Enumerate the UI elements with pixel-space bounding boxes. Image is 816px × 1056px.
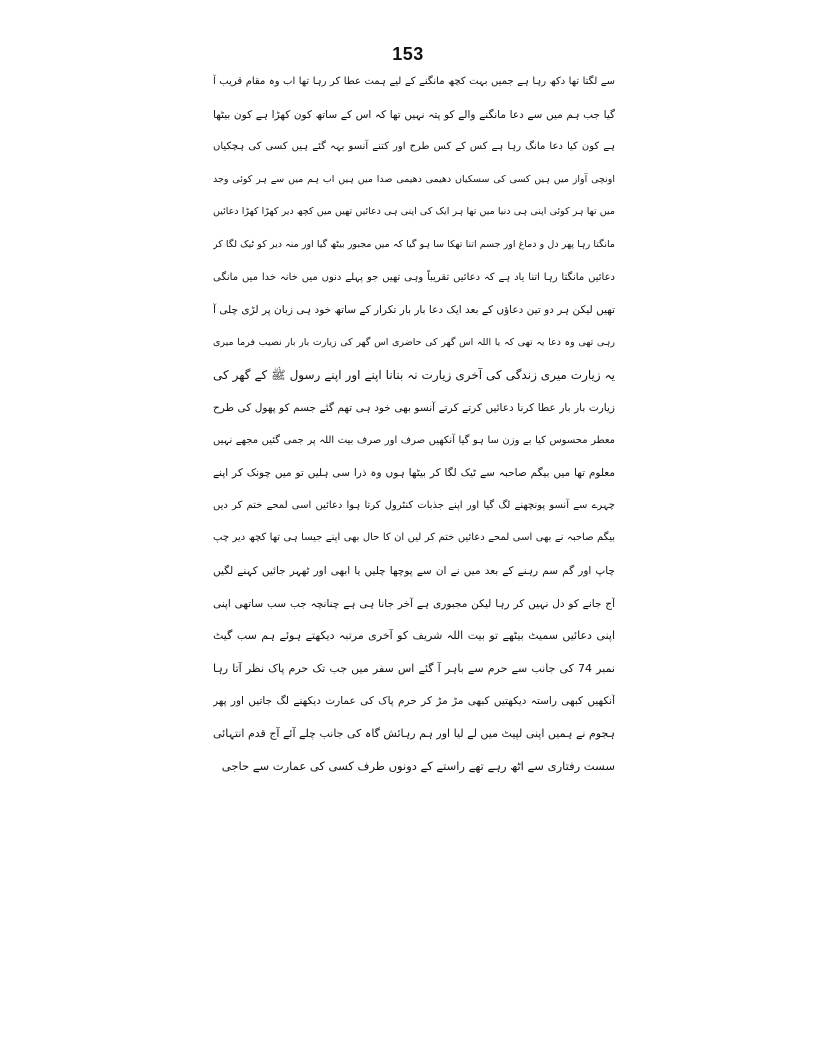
- text-line: رہی تھی وہ دعا یہ تھی کہ یا اللہ اس گھر کی حاضری اس گھر کی زیارت بار بار نصیب فرما میری: [213, 336, 615, 348]
- text-line: سے لگتا تھا دکھ رہا ہے جمیں بہت کچھ مانگنے کے لیے ہمت عطا کر رہا تھا اب وہ مقام قریب آ: [213, 76, 615, 87]
- text-line: نمبر 74 کی جانب سے حرم سے باہر آ گئے اس سفر میں جب تک حرم پاک نظر آتا رہا: [213, 661, 615, 675]
- text-line: ہے کون کیا دعا مانگ رہا ہے کس کے کس طرح اور کتنے آنسو بہہ گئے ہیں کسی کی ہچکیاں: [213, 141, 615, 153]
- text-line: بیگم صاحبہ نے بھی اسی لمحے دعائیں ختم کر لیں ان کا حال بھی اپنے جیسا ہی تھا کچھ دیر چپ: [213, 532, 615, 544]
- text-line: گیا جب ہم میں سے دعا مانگنے والے کو پتہ نہیں تھا کہ اس کے ساتھ کون کھڑا ہے کون بیٹھا: [213, 108, 615, 121]
- text-line: چاپ اور گم سم رہنے کے بعد میں نے ان سے پوچھا چلیں یا ابھی اور ٹھہر جائیں کہنے لگیں: [213, 564, 615, 577]
- text-line: زیارت بار بار عطا کرنا دعائیں کرتے کرتے آنسو بھی خود ہی تھم گئے جسم کو پھول کی طرح: [213, 401, 615, 414]
- text-line: میں تھا ہر کوئی اپنی ہی دنیا میں تھا ہر ایک کی اپنی ہی دعائیں تھیں میں کچھ دیر کھڑا کھڑا دعائیں: [213, 206, 615, 218]
- text-line: ہجوم نے ہمیں اپنی لپیٹ میں لے لیا اور ہم رہائش گاہ کی جانب چلے آئے آج قدم انتہائی: [213, 726, 615, 740]
- page-body-text: [213, 66, 615, 783]
- text-line: آج جانے کو دل نہیں کر رہا لیکن مجبوری ہے آخر جانا ہی ہے چنانچہ جب سب ساتھی اپنی: [213, 597, 615, 610]
- text-line: چہرے سے آنسو پونچھنے لگ گیا اور اپنے جذبات کنٹرول کرتا ہوا دعائیں اسی لمحے ختم کر دیں: [213, 499, 615, 511]
- text-line: یہ زیارت میری زندگی کی آخری زیارت نہ بنانا اپنے اور اپنے رسول ﷺ کے گھر کی: [213, 368, 615, 383]
- page-number: 153: [392, 44, 424, 64]
- text-line: سست رفتاری سے اٹھ رہے تھے راستے کے دونوں طرف کسی کی عمارت سے حاجی: [221, 759, 615, 774]
- text-line: آنکھیں کبھی راستہ دیکھتیں کبھی مڑ مڑ کر حرم پاک کی عمارت دیکھنے لگ جاتیں اور پھر: [213, 695, 615, 708]
- text-line: اپنی دعائیں سمیٹ بیٹھے تو بیت اللہ شریف کو آخری مرتبہ دیکھتے ہوئے ہم سب گیٹ: [213, 629, 615, 643]
- text-line: معطر محسوس کیا بے وزن سا ہو گیا آنکھیں صرف اور صرف بیت اللہ پر جمی گئیں مجھے نہیں: [213, 434, 615, 446]
- text-line: اونچی آواز میں ہیں کسی کی سسکیاں دھیمی دھیمی صدا میں ہیں اب ہم میں سے ہر کوئی وجد: [213, 173, 615, 185]
- text-line: معلوم تھا میں بیگم صاحبہ سے ٹیک لگا کر بیٹھا ہوں وہ ذرا سی ہلیں تو میں چونک کر اپنے: [213, 467, 615, 480]
- text-line: مانگتا رہا پھر دل و دماغ اور جسم اتنا تھکا سا ہو گیا کہ میں مجبور بیٹھ گیا اور منہ دیر کو ٹیک لگا کر: [213, 238, 615, 250]
- text-line: تھیں لیکن ہر دو تین دعاؤں کے بعد ایک دعا بار بار تکرار کے ساتھ خود ہی زبان پر لڑی چلی آ: [213, 304, 615, 317]
- text-line: دعائیں مانگتا رہا اتنا یاد ہے کہ دعائیں تقریباً وہی تھیں جو پہلے دنوں میں خانہ خدا میں مانگی: [213, 271, 615, 283]
